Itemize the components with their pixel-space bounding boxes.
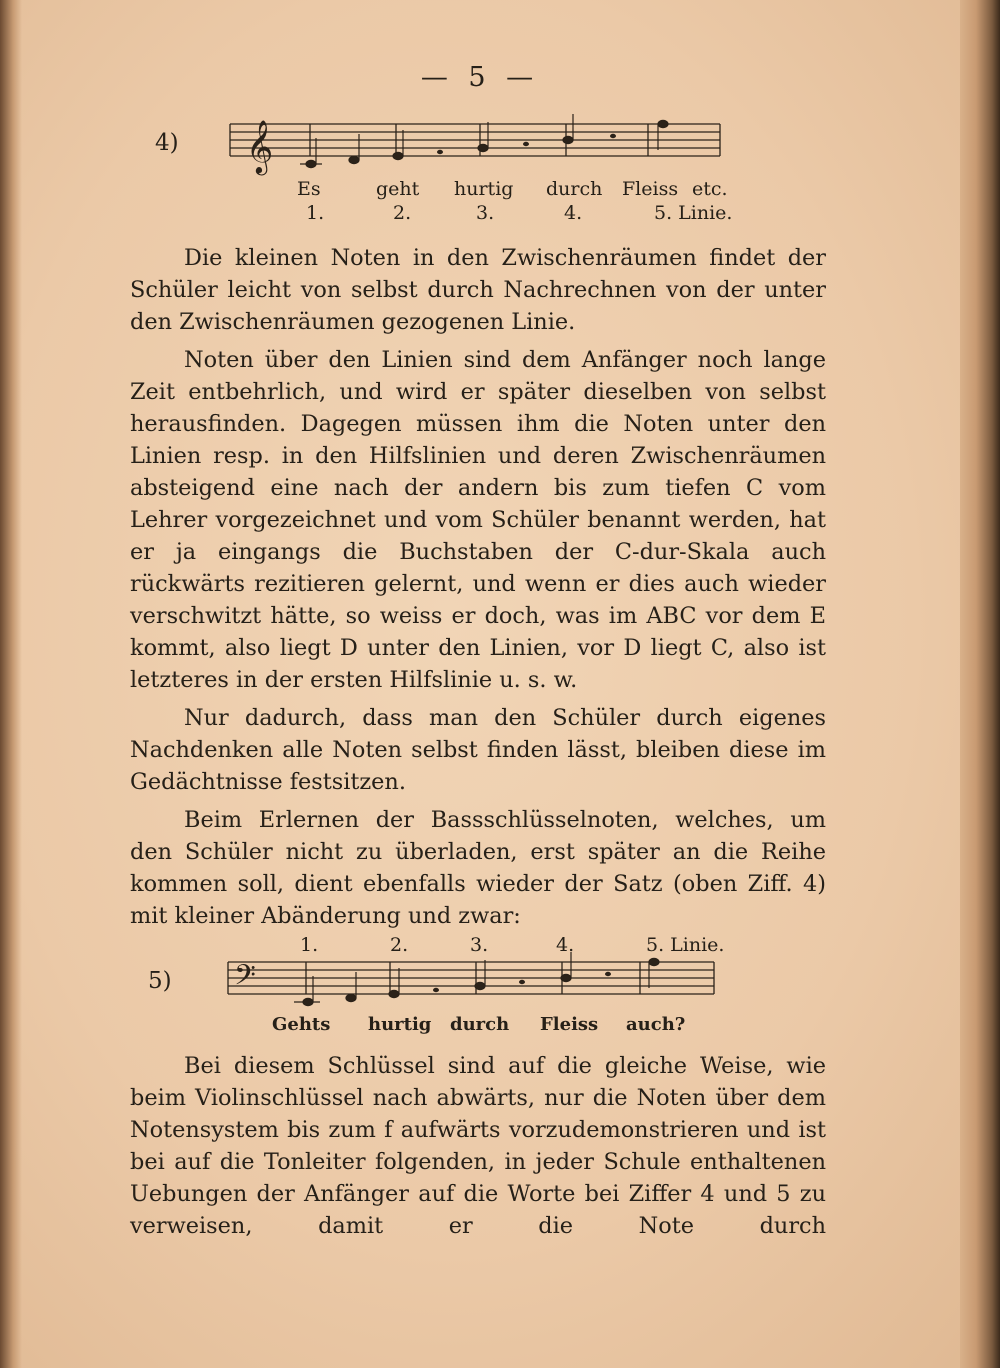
ex4-word-3: hurtig (454, 178, 514, 200)
ex5-line-1: 1. (300, 934, 319, 956)
body-text-continued (130, 1050, 826, 1248)
treble-clef-icon: 𝄞 (246, 119, 274, 173)
ex5-line-3: 3. (470, 934, 489, 956)
example-5-label: 5) (148, 968, 172, 994)
bass-clef-icon: 𝄢 (234, 959, 256, 999)
ex5-word-4: Fleiss (540, 1014, 599, 1035)
ex4-word-6: etc. (692, 178, 728, 200)
bass-staff (226, 952, 726, 1022)
ex5-word-2: hurtig (368, 1014, 432, 1035)
paragraph: Die kleinen Noten in den Zwischenräumen findet der Schüler leicht von selbst durch Nachrechnen von der unter den Zwischenräumen gezogenen Linie. (130, 245, 826, 335)
ex5-word-1: Gehts (272, 1014, 331, 1035)
page-edge (960, 0, 1000, 1368)
treble-staff (228, 112, 728, 182)
ex5-word-5: auch? (626, 1014, 686, 1035)
paragraph: Noten über den Linien sind dem Anfänger noch lange Zeit entbehrlich, und wird er später dieselben von selbst herausfinden. Dagegen müssen ihm die Noten unter den Linien resp. in den Hilfslinien und deren Zwischenräumen absteigend eine nach der andern bis zum tiefen C vom Lehrer vorgezeichnet und vom Schüler benannt werden, hat er ja eingangs die Buchstaben der C-dur-Skala auch rückwärts rezitieren gelernt, und wenn er dies auch wieder verschwitzt hätte, so weiss er doch, was im ABC vor dem E kommt, also liegt D unter den Linien, vor D liegt C, also ist letzteres in der ersten Hilfslinie u. s. w. (130, 347, 826, 693)
page-number: — 5 — (420, 62, 540, 93)
ex4-word-1: Es (297, 178, 321, 200)
paragraph: Nur dadurch, dass man den Schüler durch eigenes Nachdenken alle Noten selbst finden lässt, bleiben diese im Gedächtnisse festsitzen. (130, 705, 826, 795)
example-4-label: 4) (155, 130, 179, 156)
paragraph: Beim Erlernen der Bassschlüsselnoten, welches, um den Schüler nicht zu überladen, erst später an die Reihe kommen soll, dient ebenfalls wieder der Satz (oben Ziff. 4) mit kleiner Abänderung und zwar: (130, 807, 826, 929)
ex5-line-5: 5. Linie. (646, 934, 725, 956)
body-text (130, 242, 826, 938)
ex4-line-2: 2. (393, 202, 412, 224)
ex5-word-3: durch (450, 1014, 510, 1035)
paragraph: Bei diesem Schlüssel sind auf die gleiche Weise, wie beim Violinschlüssel nach abwärts, nur die Noten über dem Notensystem bis zum f aufwärts vorzudemonstrieren und ist bei auf die Tonleiter folgenden, in jeder Schule enthaltenen Uebungen der Anfänger auf die Worte bei Ziffer 4 und 5 zu verweisen, damit er die Note durch (130, 1053, 826, 1239)
ex4-line-1: 1. (306, 202, 325, 224)
ex5-line-4: 4. (556, 934, 575, 956)
ex4-line-5: 5. Linie. (654, 202, 733, 224)
ex4-word-5: Fleiss (622, 178, 679, 200)
ex4-word-2: geht (376, 178, 420, 200)
ex4-line-3: 3. (476, 202, 495, 224)
ex4-line-4: 4. (564, 202, 583, 224)
ex5-line-2: 2. (390, 934, 409, 956)
ex4-word-4: durch (546, 178, 603, 200)
page-binding-shadow (0, 0, 22, 1368)
